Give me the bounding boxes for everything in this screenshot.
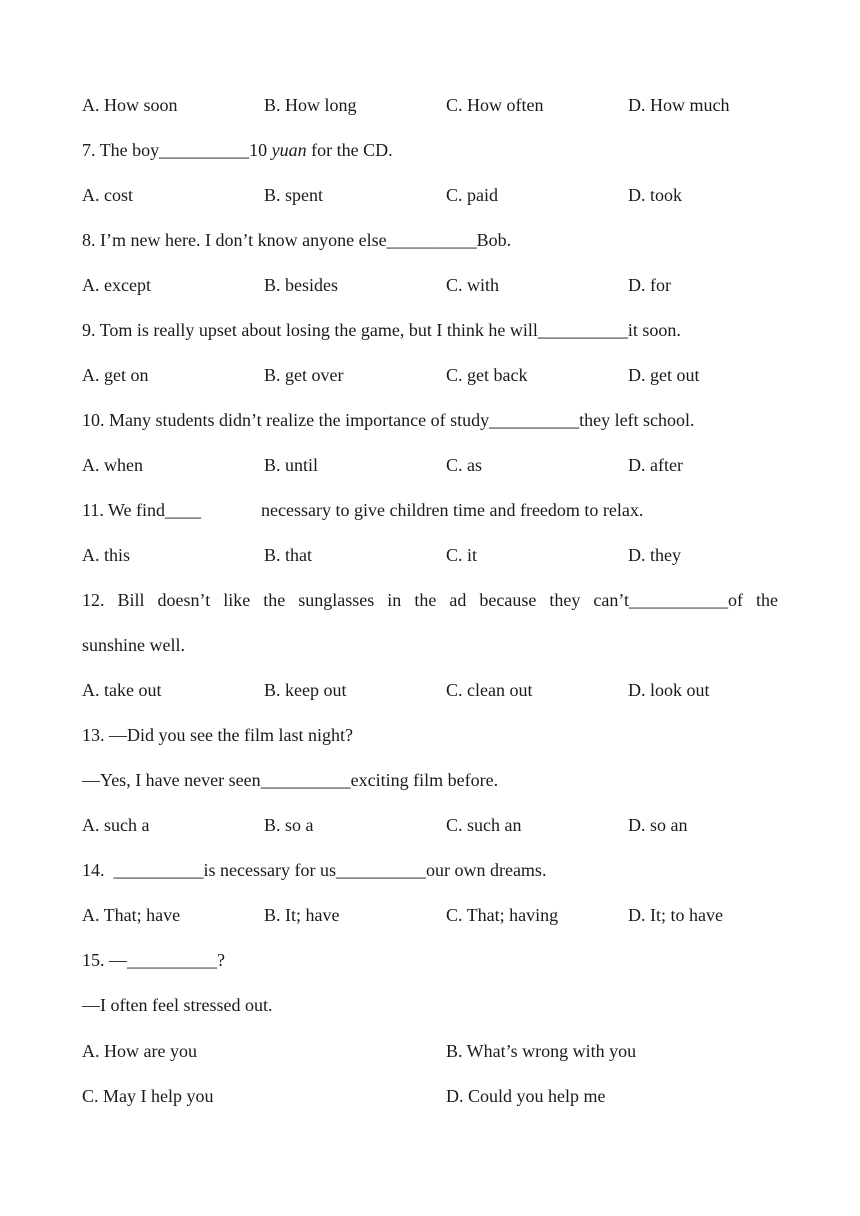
q12-stem-line2: sunshine well.: [82, 635, 185, 655]
q9-option-a: A. get on: [82, 365, 149, 385]
q15-option-a: A. How are you: [82, 1041, 197, 1061]
q15-option-b: B. What’s wrong with you: [446, 1041, 637, 1061]
q10-option-b: B. until: [264, 455, 319, 475]
q14-option-d: D. It; to have: [628, 905, 723, 925]
q12-stem-after: of the: [728, 590, 779, 610]
q10-stem: [82, 408, 695, 432]
q11-stem: [82, 498, 643, 522]
q14-option-c: C. That; having: [446, 905, 559, 925]
q8-option-c: C. with: [446, 275, 500, 295]
q10-option-d: D. after: [628, 455, 683, 475]
q13-reply: [82, 768, 498, 792]
q15-blank: __________: [127, 950, 217, 970]
q9-option-b: B. get over: [264, 365, 344, 385]
q14-stem-after: our own dreams.: [425, 860, 547, 880]
q10-stem-before: 10. Many students didn’t realize the importance of study: [82, 410, 490, 430]
q7-stem-italic: yuan: [271, 140, 307, 160]
q13-option-a: A. such a: [82, 815, 150, 835]
q7-stem-before: 7. The boy: [82, 140, 160, 160]
q10-option-a: A. when: [82, 455, 143, 475]
q13-option-b: B. so a: [264, 815, 314, 835]
q15-reply: —I often feel stressed out.: [82, 995, 273, 1015]
q8-option-d: D. for: [628, 275, 671, 295]
q15-option-d: D. Could you help me: [446, 1086, 606, 1106]
q15-option-c: C. May I help you: [82, 1086, 214, 1106]
q12-option-a: A. take out: [82, 680, 162, 700]
q11-option-d: D. they: [628, 545, 681, 565]
q7-option-a: A. cost: [82, 185, 133, 205]
q6-option-a: A. How soon: [82, 95, 178, 115]
q14-stem-before: 14.: [82, 860, 114, 880]
q9-blank: __________: [537, 320, 628, 340]
q9-stem-before: 9. Tom is really upset about losing the game, but I think he will: [82, 320, 538, 340]
q7-option-b: B. spent: [264, 185, 324, 205]
q7-stem-after: for the CD.: [306, 140, 393, 160]
q13-reply-before: —Yes, I have never seen: [82, 770, 261, 790]
q7-stem-mid: 10: [249, 140, 272, 160]
q11-stem-after: necessary to give children time and freedom to relax.: [261, 500, 644, 520]
q11-blank: ____: [165, 500, 202, 520]
q11-option-b: B. that: [264, 545, 312, 565]
q10-blank: __________: [489, 410, 580, 430]
q11-stem-before: 11. We find: [82, 500, 166, 520]
q13-stem: 13. —Did you see the film last night?: [82, 725, 353, 745]
q13-option-c: C. such an: [446, 815, 522, 835]
q8-stem-after: Bob.: [476, 230, 512, 250]
q7-option-d: D. took: [628, 185, 682, 205]
q12-option-c: C. clean out: [446, 680, 533, 700]
q12-option-d: D. look out: [628, 680, 710, 700]
q7-option-c: C. paid: [446, 185, 498, 205]
q8-option-a: A. except: [82, 275, 151, 295]
q9-stem: [82, 318, 681, 342]
q12-option-b: B. keep out: [264, 680, 347, 700]
q14-option-a: A. That; have: [82, 905, 181, 925]
q9-stem-after: it soon.: [627, 320, 681, 340]
q13-blank: __________: [260, 770, 351, 790]
q8-stem-before: 8. I’m new here. I don’t know anyone else: [82, 230, 387, 250]
q12-blank: ___________: [629, 590, 728, 610]
q8-option-b: B. besides: [264, 275, 338, 295]
q8-blank: __________: [386, 230, 477, 250]
q6-option-c: C. How often: [446, 95, 544, 115]
q6-option-d: D. How much: [628, 95, 730, 115]
q9-option-c: C. get back: [446, 365, 528, 385]
q14-stem: [82, 858, 546, 882]
q9-option-d: D. get out: [628, 365, 700, 385]
q7-blank: __________: [159, 140, 250, 160]
q7-stem: [82, 138, 393, 162]
q15-stem-before: 15. —: [82, 950, 127, 970]
q13-reply-after: exciting film before.: [350, 770, 499, 790]
q12-stem-before: 12. Bill doesn’t like the sunglasses in the ad because they can’t: [82, 590, 629, 610]
q14-blank-1: __________: [113, 860, 204, 880]
q8-stem: [82, 228, 511, 252]
q14-option-b: B. It; have: [264, 905, 340, 925]
q12-stem: [82, 588, 778, 612]
q15-stem: [82, 948, 225, 972]
q15-stem-after: ?: [217, 950, 225, 970]
q13-option-d: D. so an: [628, 815, 688, 835]
q6-option-b: B. How long: [264, 95, 357, 115]
q11-option-a: A. this: [82, 545, 131, 565]
q14-blank-2: __________: [335, 860, 426, 880]
q14-stem-mid: is necessary for us: [203, 860, 336, 880]
q10-option-c: C. as: [446, 455, 482, 475]
q10-stem-after: they left school.: [579, 410, 695, 430]
q11-option-c: C. it: [446, 545, 478, 565]
